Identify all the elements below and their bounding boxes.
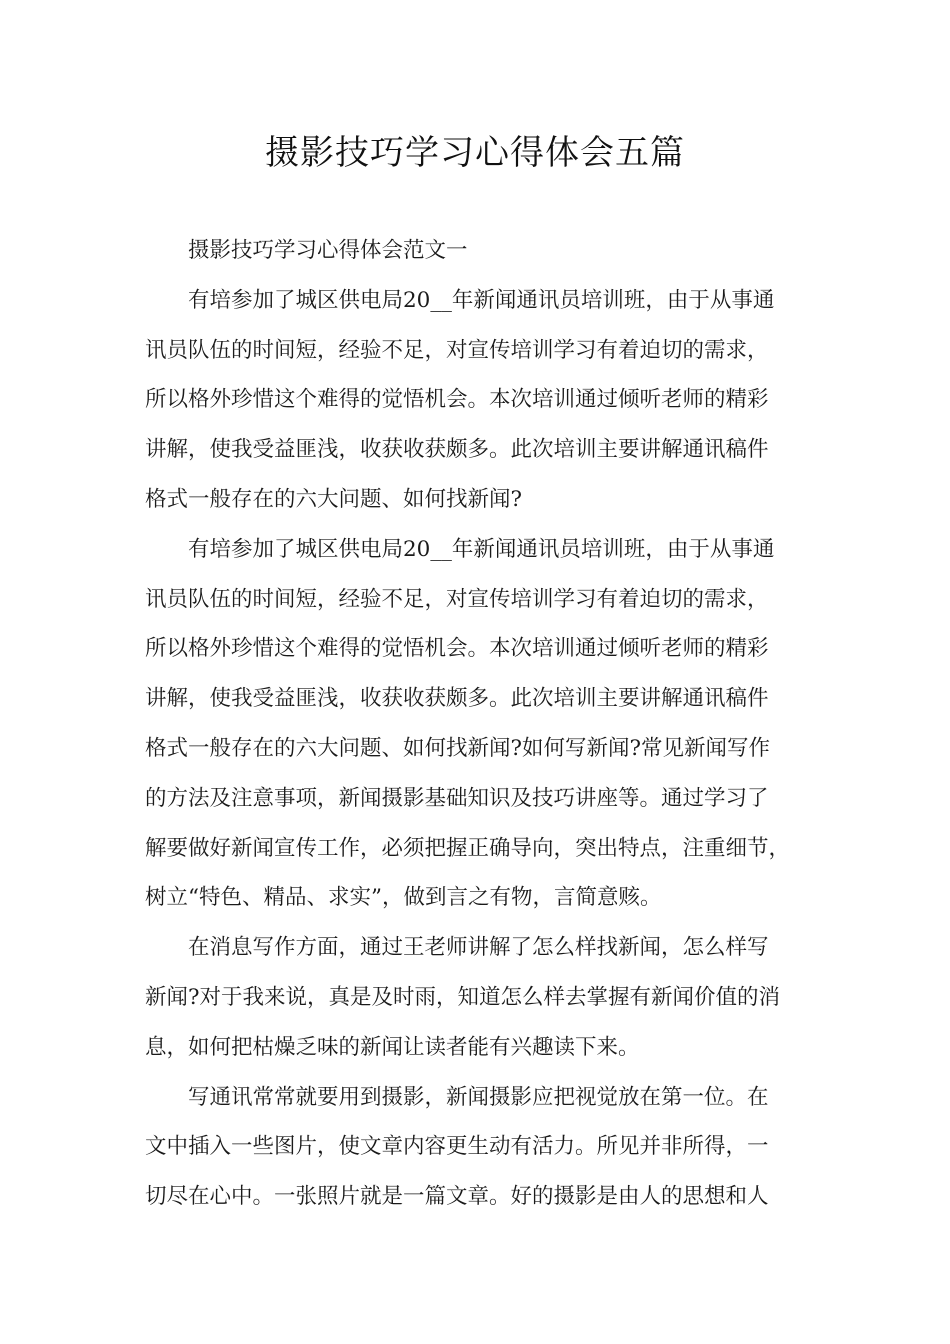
section-heading: 摄影技巧学习心得体会范文一 [188,238,468,263]
paragraph-4: 写通讯常常就要用到摄影，新闻摄影应把视觉放在第一位。在 文中插入一些图片，使文章内容更生动有活力。所见并非所得，一 切尽在心中。一张照片就是一篇文章。好的摄影是由人的思想和人 [145,1084,769,1210]
document-body [145,226,821,1222]
document-title: 摄影技巧学习心得体会五篇 [265,133,685,173]
paragraph-1: 有培参加了城区供电局20__年新闻通讯员培训班，由于从事通 讯员队伍的时间短，经验不足，对宣传培训学习有着迫切的需求， 所以格外珍惜这个难得的觉悟机会。本次培训通过倾听老师的精彩 讲解，使我受益匪浅，收获收获颇多。此次培训主要讲解通讯稿件 格式一般存在的六大问题、如何找新闻? [145,287,775,512]
paragraph-3: 在消息写作方面，通过王老师讲解了怎么样找新闻，怎么样写 新闻?对于我来说，真是及时雨，知道怎么样去掌握有新闻价值的消 息，如何把枯燥乏味的新闻让读者能有兴趣读下来。 [145,935,781,1060]
paragraph-2: 有培参加了城区供电局20__年新闻通讯员培训班，由于从事通 讯员队伍的时间短，经验不足，对宣传培训学习有着迫切的需求， 所以格外珍惜这个难得的觉悟机会。本次培训通过倾听老师的精彩 讲解，使我受益匪浅，收获收获颇多。此次培训主要讲解通讯稿件 格式一般存在的六大问题、如何找新闻?如何写新闻?常见新闻写作 的方法及注意事项，新闻摄影基础知识及技巧讲座等。通过学习了 解要做好新闻宣传工作，必须把握正确导向，突出特点，注重细节， 树立“特色、精品、求实”，做到言之有物，言简意赅。 [145,536,791,911]
